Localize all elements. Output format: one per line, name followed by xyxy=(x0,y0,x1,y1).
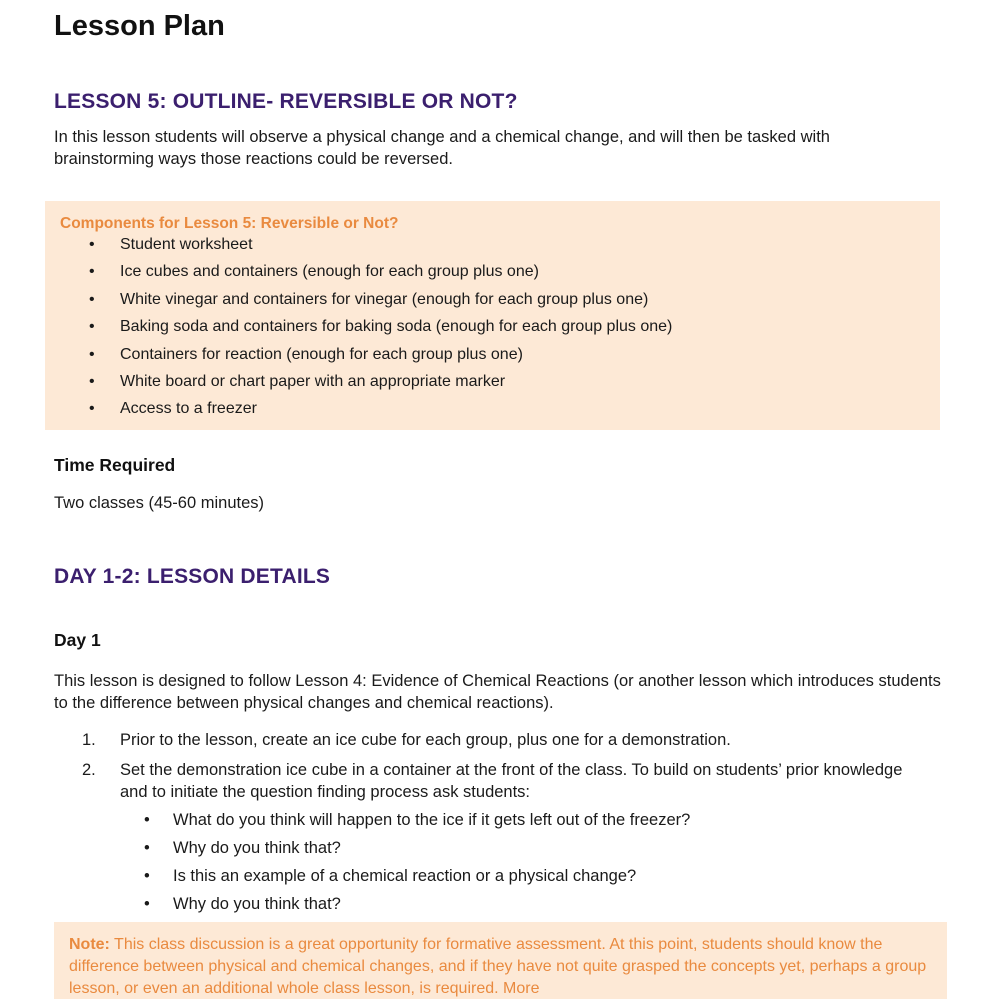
day1-intro: This lesson is designed to follow Lesson 4: Evidence of Chemical Reactions (or another lesson which introduces students to the difference between physical changes and chemical reactions). xyxy=(54,672,941,712)
lesson-intro: In this lesson students will observe a physical change and a chemical change, and will then be tasked with brainstorming ways those reactions could be reversed. xyxy=(54,128,830,168)
note-text xyxy=(69,934,929,999)
step-item xyxy=(54,729,934,759)
time-required-heading: Time Required xyxy=(54,455,176,475)
bullet-icon: • xyxy=(89,236,95,253)
question-item: • Why do you think that? xyxy=(144,839,341,857)
note-body: This class discussion is a great opportunity for formative assessment. At this point, students should know the difference between physical and chemical changes, and if they have not quite grasped the concepts yet, perhaps a group lesson, or even an additional whole class lesson, is required. More xyxy=(69,936,927,997)
bullet-icon: • xyxy=(144,839,150,857)
step-number: 2. xyxy=(82,761,96,779)
page-title: Lesson Plan xyxy=(54,10,225,42)
note-label: Note: xyxy=(69,936,110,953)
step-text: Prior to the lesson, create an ice cube for each group, plus one for a demonstration. xyxy=(120,731,731,749)
step-text: Set the demonstration ice cube in a container at the front of the class. To build on students’ prior knowledge and to initiate the question finding process ask students: xyxy=(120,761,903,801)
components-title: Components for Lesson 5: Reversible or Not? xyxy=(60,215,399,232)
components-box: Components for Lesson 5: Reversible or Not? • Student worksheet • Ice cubes and containers (enough for each group plus one) • White vinegar and containers for vinegar (enough for each group plus one) • Baking soda and containers for baking soda (enough for each group plus one) • Containers for reaction (enough for each group plus one) • White board or chart paper with an appropriate marker • Access to a freezer xyxy=(45,201,940,430)
time-required-text: Two classes (45-60 minutes) xyxy=(54,494,264,512)
question-item: • Why do you think that? xyxy=(144,895,341,913)
bullet-icon: • xyxy=(89,263,95,281)
bullet-icon: • xyxy=(144,867,150,885)
bullet-icon: • xyxy=(89,318,95,336)
steps-list xyxy=(54,729,934,921)
note-box xyxy=(54,922,947,999)
bullet-icon: • xyxy=(89,345,95,363)
questions-list xyxy=(54,809,934,921)
step-item xyxy=(54,759,934,803)
bullet-icon: • xyxy=(144,811,150,829)
bullet-icon: • xyxy=(89,400,95,418)
question-item: • Is this an example of a chemical reaction or a physical change? xyxy=(144,867,637,885)
question-item: • What do you think will happen to the ice if it gets left out of the freezer? xyxy=(144,811,691,829)
day1-heading: Day 1 xyxy=(54,630,101,650)
bullet-icon: • xyxy=(89,372,95,390)
lesson-details-heading: DAY 1-2: LESSON DETAILS xyxy=(54,565,331,588)
bullet-icon: • xyxy=(144,895,150,913)
lesson-heading: LESSON 5: OUTLINE- REVERSIBLE OR NOT? xyxy=(54,90,518,113)
step-number: 1. xyxy=(82,731,96,749)
bullet-icon: • xyxy=(89,290,95,308)
